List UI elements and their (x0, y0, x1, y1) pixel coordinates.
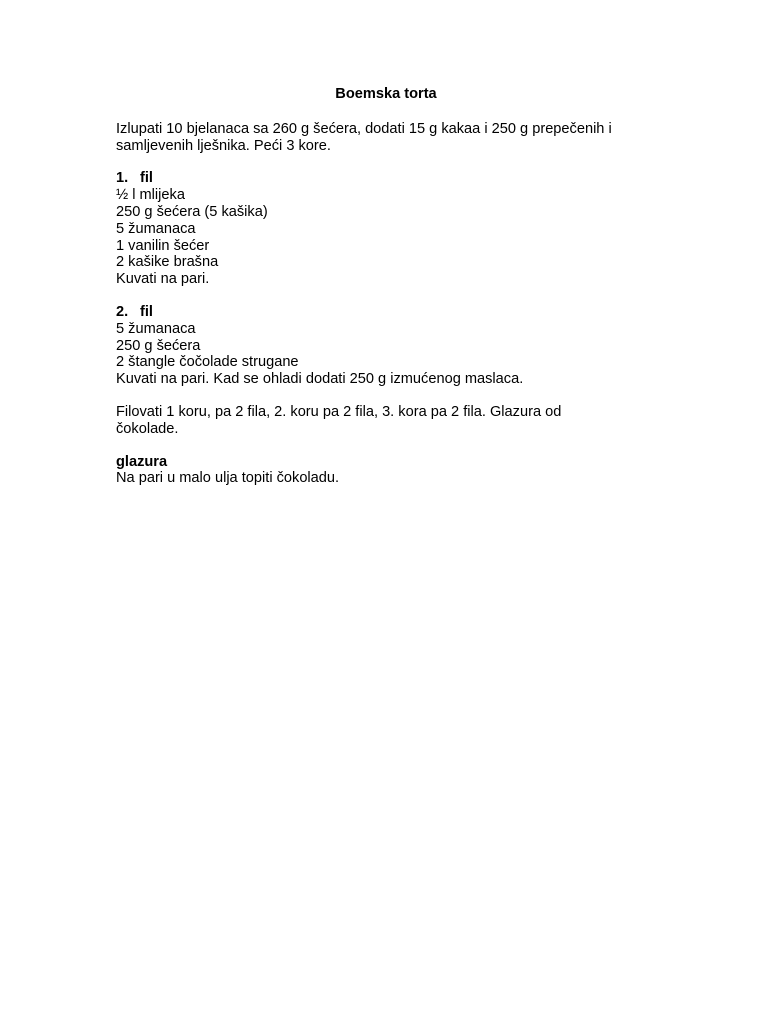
fil-2-number: 2. (116, 303, 129, 320)
document-page (116, 86, 656, 503)
fil-2-section (116, 304, 656, 388)
fil-2-line: 5 žumanaca (116, 320, 196, 337)
fil-1-heading (116, 170, 656, 187)
fil-1-line: 250 g šećera (5 kašika) (116, 203, 268, 220)
document-title: Boemska torta (335, 86, 437, 102)
fil-2-line: Kuvati na pari. Kad se ohladi dodati 250 g izmućenog maslaca. (116, 371, 524, 388)
fil-2-line: 2 štangle čočolade strugane (116, 354, 299, 371)
glaze-section (116, 454, 656, 488)
fil-2-line: 250 g šećera (116, 337, 201, 354)
fil-1-line: Kuvati na pari. (116, 271, 210, 288)
fil-1-number: 1. (116, 170, 129, 187)
fil-1-name: fil (140, 170, 153, 187)
fil-2-heading (116, 304, 656, 321)
intro-paragraph (116, 121, 656, 155)
fil-1-section (116, 170, 656, 288)
assembly-paragraph (116, 404, 656, 438)
assembly-line-2: čokolade. (116, 420, 179, 437)
glaze-text: Na pari u malo ulja topiti čokoladu. (116, 470, 340, 487)
fil-1-line: ½ l mlijeka (116, 187, 185, 204)
assembly-line-1: Filovati 1 koru, pa 2 fila, 2. koru pa 2 fila, 3. kora pa 2 fila. Glazura od (116, 403, 562, 420)
fil-2-name: fil (140, 303, 153, 320)
fil-1-line: 1 vanilin šećer (116, 237, 210, 254)
intro-line-2: samljevenih lješnika. Peći 3 kore. (116, 137, 331, 154)
glaze-heading: glazura (116, 453, 168, 470)
fil-1-line: 2 kašike brašna (116, 254, 219, 271)
fil-1-line: 5 žumanaca (116, 220, 196, 237)
intro-line-1: Izlupati 10 bjelanaca sa 260 g šećera, dodati 15 g kakaa i 250 g prepečenih i (116, 120, 612, 137)
